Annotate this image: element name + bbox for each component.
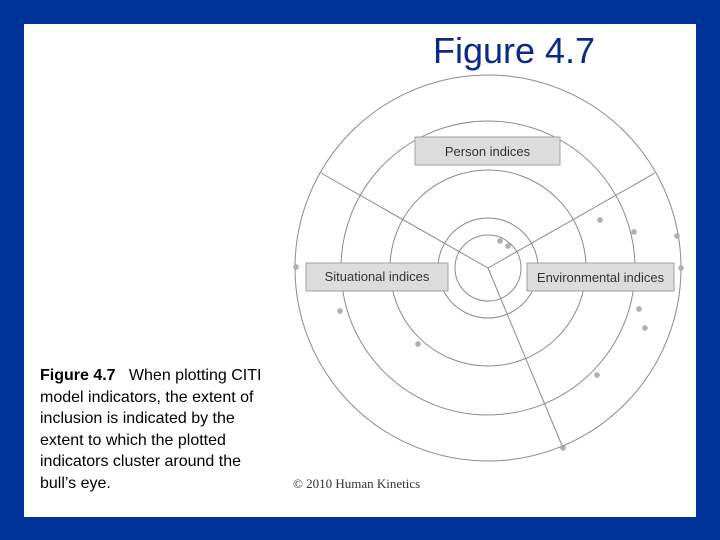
slide xyxy=(24,24,696,517)
indicator-point xyxy=(637,307,642,312)
indicator-point xyxy=(498,239,503,244)
indicator-point xyxy=(338,309,343,314)
sector-lines xyxy=(321,173,655,448)
indicator-point xyxy=(416,342,421,347)
environmental-indices-label: Environmental indices xyxy=(536,270,665,285)
indicator-point xyxy=(294,265,299,270)
divider-upper-left xyxy=(321,173,488,268)
caption-text: When plotting CITI model indicators, the extent of inclusion is indicated by the extent to which the plotted indicators cluster around the bull’s eye. xyxy=(40,367,262,492)
indicator-point xyxy=(506,244,511,249)
person-indices-label: Person indices xyxy=(444,144,531,159)
environmental-indices-box xyxy=(527,263,674,291)
figure-caption xyxy=(40,365,280,494)
caption-label: Figure 4.7 xyxy=(40,367,116,384)
indicator-point xyxy=(679,266,684,271)
indicator-point xyxy=(561,446,566,451)
divider-bottom xyxy=(488,268,563,448)
person-indices-box xyxy=(415,137,560,165)
situational-indices-box xyxy=(306,263,448,291)
divider-upper-right xyxy=(488,173,655,268)
indicator-point xyxy=(643,326,648,331)
indicator-point xyxy=(598,218,603,223)
slide-title: Figure 4.7 xyxy=(432,30,596,71)
indicator-point xyxy=(595,373,600,378)
indicator-point xyxy=(675,234,680,239)
indicator-point xyxy=(632,230,637,235)
copyright-notice: © 2010 Human Kinetics xyxy=(293,476,421,491)
situational-indices-label: Situational indices xyxy=(324,269,430,284)
indicator-points xyxy=(294,218,684,451)
